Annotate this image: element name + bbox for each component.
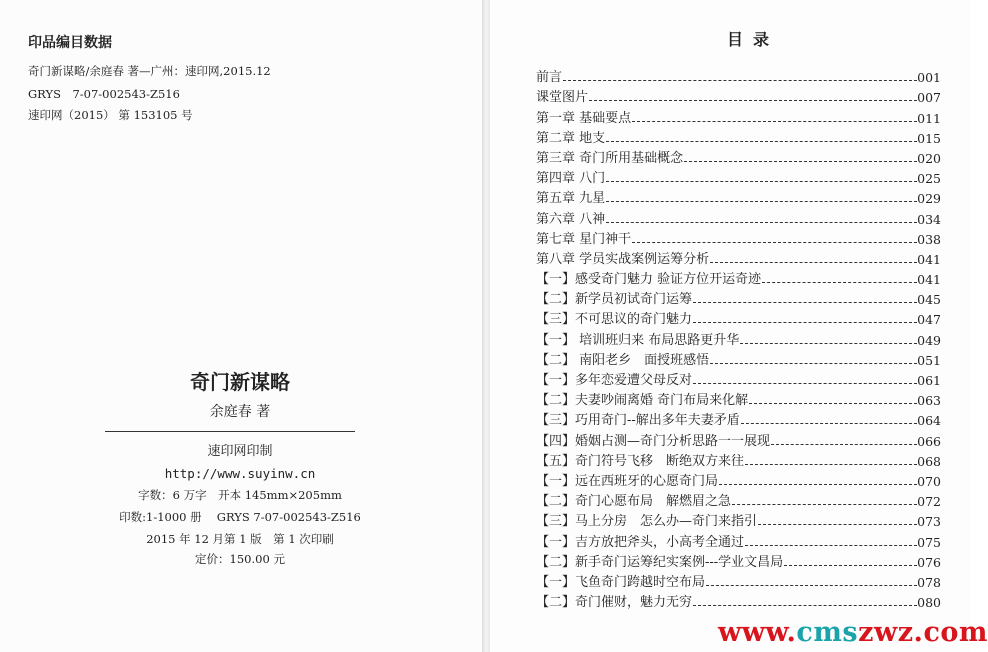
toc-entry-title: 【一】 培训班归来 布局思路更升华 bbox=[536, 332, 740, 348]
toc-entry bbox=[536, 551, 941, 571]
dot-leader bbox=[719, 484, 917, 485]
toc-entry-page: 049 bbox=[917, 332, 941, 348]
book-title: 奇门新谋略 bbox=[190, 370, 290, 394]
toc-entry bbox=[536, 86, 941, 106]
toc-entry-page: 047 bbox=[917, 312, 941, 328]
toc-entry-title: 【四】婚姻占测—奇门分析思路一一展现 bbox=[536, 433, 771, 449]
toc-entry-page: 066 bbox=[917, 433, 941, 449]
toc-entry bbox=[536, 308, 941, 328]
toc-entry-title: 第六章 八神 bbox=[536, 211, 606, 227]
dot-leader bbox=[745, 464, 917, 465]
detail-line: 定价：150.00 元 bbox=[195, 552, 285, 566]
toc-entry-page: 073 bbox=[917, 514, 941, 530]
toc-entry bbox=[536, 127, 941, 147]
toc-entry-title: 第三章 奇门所用基础概念 bbox=[536, 150, 684, 166]
toc-entry-title: 第七章 星门神干 bbox=[536, 231, 632, 247]
dot-leader bbox=[706, 585, 917, 586]
toc-entry-title: 【二】夫妻吵闹离婚 奇门布局来化解 bbox=[536, 393, 749, 409]
toc-entry-title: 【一】飞鱼奇门跨越时空布局 bbox=[536, 574, 706, 590]
toc-entry-page: 051 bbox=[917, 352, 941, 368]
toc-entry-page: 011 bbox=[917, 110, 941, 126]
cip-line: GRYS 7-07-002543-Z516 bbox=[28, 87, 180, 101]
toc-entry-title: 课堂图片 bbox=[536, 90, 589, 106]
toc-entry-title: 【二】 南阳老乡 面授班感悟 bbox=[536, 352, 710, 368]
toc-entry bbox=[536, 106, 941, 126]
dot-leader bbox=[710, 363, 917, 364]
author: 余庭春 著 bbox=[209, 404, 271, 420]
dot-leader bbox=[732, 504, 917, 505]
cip-line: 奇门新谋略/余庭春 著—广州：速印网,2015.12 bbox=[28, 64, 271, 78]
toc-entry-title: 【三】马上分房 怎么办—奇门来指引 bbox=[536, 514, 758, 530]
toc-entry-title: 第四章 八门 bbox=[536, 171, 606, 187]
toc-entry bbox=[536, 187, 941, 207]
toc-entry bbox=[536, 248, 941, 268]
toc-entry bbox=[536, 349, 941, 369]
dot-leader bbox=[606, 201, 917, 202]
toc-entry bbox=[536, 389, 941, 409]
toc-entry-page: 007 bbox=[917, 90, 941, 106]
dot-leader bbox=[693, 383, 917, 384]
dot-leader bbox=[749, 403, 917, 404]
toc-entry-page: 020 bbox=[917, 150, 941, 166]
toc-entry-title: 【三】不可思议的奇门魅力 bbox=[536, 312, 693, 328]
toc-entry bbox=[536, 450, 941, 470]
dot-leader bbox=[684, 161, 917, 162]
dot-leader bbox=[693, 322, 917, 323]
toc-entry bbox=[536, 207, 941, 227]
toc-entry bbox=[536, 429, 941, 449]
dot-leader bbox=[740, 343, 917, 344]
toc-entry bbox=[536, 571, 941, 591]
toc-entry-page: 076 bbox=[917, 554, 941, 570]
toc-entry bbox=[536, 470, 941, 490]
toc-entry bbox=[536, 147, 941, 167]
dot-leader bbox=[693, 302, 917, 303]
toc-entry-page: 015 bbox=[917, 130, 941, 146]
toc-entry-page: 034 bbox=[917, 211, 941, 227]
watermark bbox=[718, 618, 988, 648]
toc-entry-page: 068 bbox=[917, 453, 941, 469]
dot-leader bbox=[741, 423, 917, 424]
toc-entry bbox=[536, 328, 941, 348]
toc-entry-title: 第二章 地支 bbox=[536, 130, 606, 146]
toc-entry-page: 080 bbox=[917, 595, 941, 611]
dot-leader bbox=[771, 444, 917, 445]
dot-leader bbox=[710, 262, 917, 263]
dot-leader bbox=[606, 181, 917, 182]
dot-leader bbox=[762, 282, 917, 283]
toc-entry-page: 078 bbox=[917, 574, 941, 590]
toc-entry bbox=[536, 490, 941, 510]
cip-line: 速印网（2015） 第 153105 号 bbox=[28, 108, 193, 122]
toc-entry-page: 038 bbox=[917, 231, 941, 247]
detail-line: 2015 年 12 月第 1 版 第 1 次印刷 bbox=[146, 532, 334, 546]
toc-entry-title: 【二】奇门心愿布局 解燃眉之急 bbox=[536, 494, 732, 510]
cip-title: 印品编目数据 bbox=[28, 35, 112, 51]
toc-entry-page: 061 bbox=[917, 373, 941, 388]
toc-entry bbox=[536, 530, 941, 550]
toc-entry bbox=[536, 591, 941, 611]
dot-leader bbox=[745, 545, 917, 546]
toc-entry-page: 070 bbox=[917, 473, 941, 489]
toc-entry-title: 【三】巧用奇门--解出多年夫妻矛盾 bbox=[536, 413, 740, 429]
toc-entry bbox=[536, 409, 941, 429]
toc-entry bbox=[536, 167, 941, 187]
toc-entry-page: 064 bbox=[917, 413, 941, 429]
toc-entry-title: 第五章 九星 bbox=[536, 191, 606, 207]
watermark-part: cms bbox=[796, 617, 859, 648]
book-gutter bbox=[482, 0, 490, 652]
toc-entry-title: 【二】奇门催财，魅力无穷 bbox=[536, 595, 693, 611]
dot-leader bbox=[589, 100, 917, 101]
toc-entry bbox=[536, 369, 941, 389]
toc-entry bbox=[536, 288, 941, 308]
publisher-url: http://www.suyinw.cn bbox=[164, 466, 316, 481]
toc-entry-page: 029 bbox=[917, 191, 941, 207]
toc-entry-page: 072 bbox=[917, 494, 941, 510]
toc-entry-page: 041 bbox=[917, 251, 941, 267]
toc-page bbox=[490, 0, 971, 652]
dot-leader bbox=[563, 80, 917, 81]
toc-entry bbox=[536, 66, 941, 86]
detail-line: 印数:1-1000 册 GRYS 7-07-002543-Z516 bbox=[119, 510, 361, 524]
dot-leader bbox=[632, 242, 917, 243]
toc-entry-page: 075 bbox=[917, 534, 941, 550]
toc-title: 目录 bbox=[727, 30, 780, 49]
watermark-part: www. bbox=[718, 617, 797, 648]
toc-entry-page: 041 bbox=[917, 272, 941, 288]
toc-entry-page: 001 bbox=[917, 70, 941, 86]
dot-leader bbox=[693, 605, 917, 606]
toc-entry-title: 【一】吉方放把斧头，小高考全通过 bbox=[536, 534, 745, 550]
copyright-page bbox=[0, 0, 482, 652]
toc-entry-page: 063 bbox=[917, 393, 941, 409]
toc-entry-title: 前言 bbox=[536, 70, 563, 86]
toc-entry bbox=[536, 228, 941, 248]
toc-entry-page: 045 bbox=[917, 292, 941, 308]
watermark-part: zwz.com bbox=[858, 617, 988, 648]
toc-entry-title: 【二】新手奇门运筹纪实案例---学业文昌局 bbox=[536, 554, 784, 570]
toc-entry-title: 第八章 学员实战案例运筹分析 bbox=[536, 251, 710, 267]
toc-entry bbox=[536, 268, 941, 288]
toc-entry-page: 025 bbox=[917, 171, 941, 187]
detail-line: 字数：6 万字 开本 145mm×205mm bbox=[138, 488, 342, 502]
toc-entry bbox=[536, 510, 941, 530]
publisher: 速印网印制 bbox=[207, 444, 273, 459]
toc-list bbox=[536, 66, 941, 611]
toc-entry-title: 【一】感受奇门魅力 验证方位开运奇迹 bbox=[536, 272, 762, 288]
dot-leader bbox=[784, 565, 917, 566]
toc-entry-title: 第一章 基础要点 bbox=[536, 110, 632, 126]
toc-entry-title: 【五】奇门符号飞移 断绝双方来往 bbox=[536, 453, 745, 469]
dot-leader bbox=[632, 121, 917, 122]
dot-leader bbox=[758, 524, 917, 525]
toc-entry-title: 【一】远在西班牙的心愿奇门局 bbox=[536, 473, 719, 489]
toc-entry-title: 【二】新学员初试奇门运筹 bbox=[536, 292, 693, 308]
divider bbox=[105, 431, 355, 432]
toc-entry-title: 【一】多年恋爱遭父母反对 bbox=[536, 373, 693, 388]
dot-leader bbox=[606, 141, 917, 142]
dot-leader bbox=[606, 222, 917, 223]
